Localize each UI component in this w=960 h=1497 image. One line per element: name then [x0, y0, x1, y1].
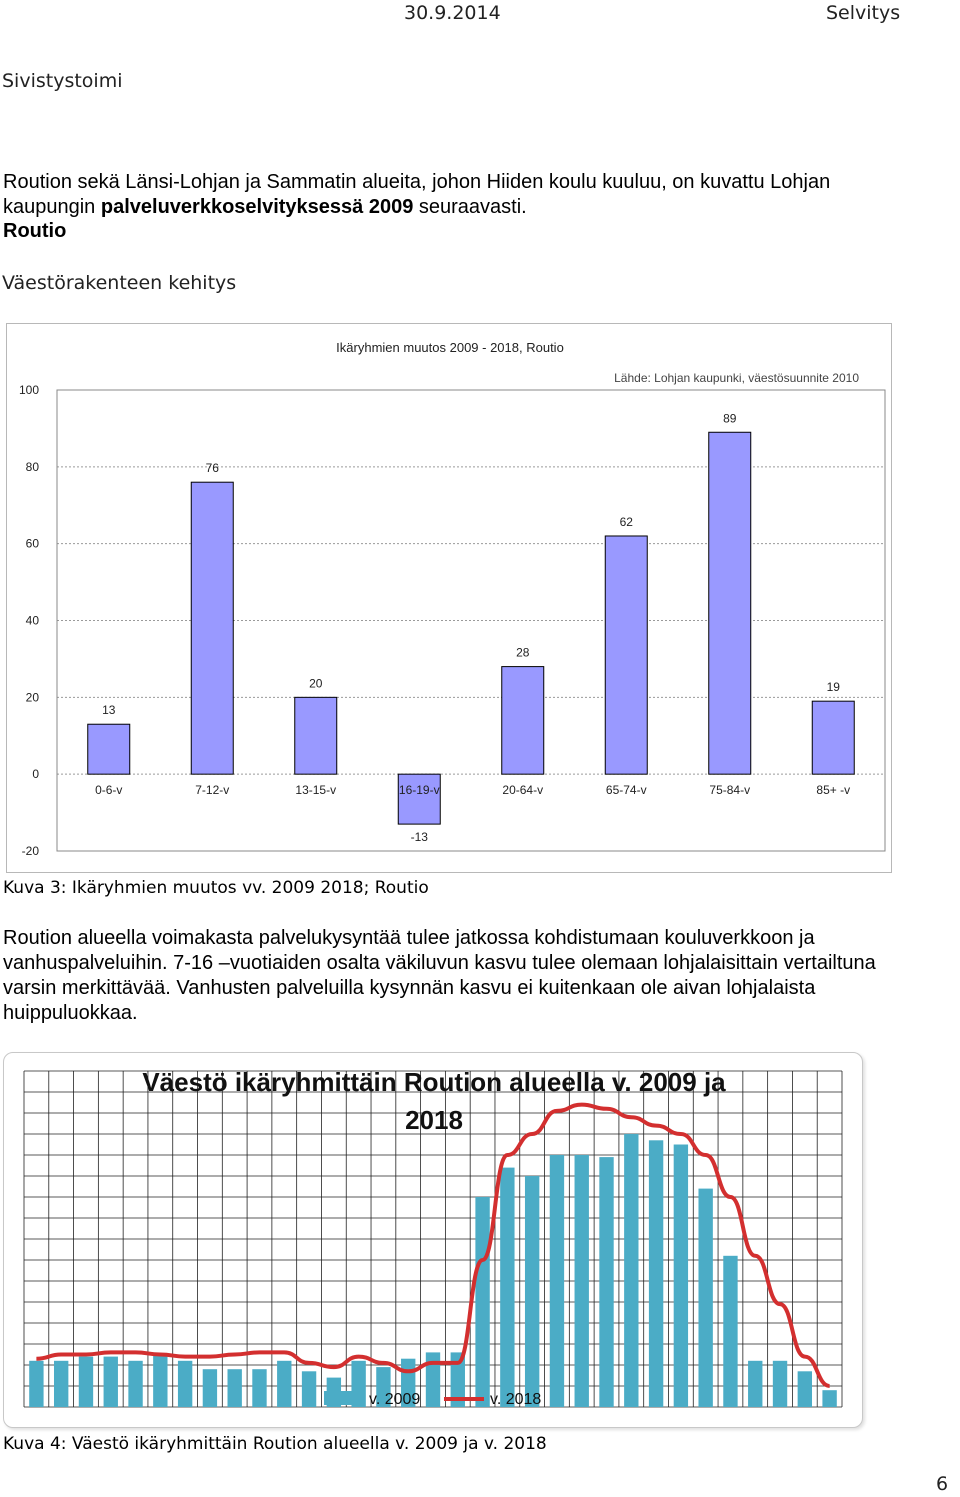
header-date: 30.9.2014	[404, 2, 501, 24]
chart2-bar-2009	[500, 1168, 514, 1407]
paragraph-line-2: vanhuspalveluihin. 7-16 –vuotiaiden osalta väkiluvun kasvu tulee olemaan lohjalaisittain vertailtuna	[3, 952, 876, 974]
chart2-bar-2009	[525, 1176, 539, 1407]
chart2-bar-2009	[748, 1361, 762, 1407]
chart1-value-label: -13	[410, 830, 428, 845]
caption-figure-3: Kuva 3: Ikäryhmien muutos vv. 2009 2018; Routio	[3, 878, 429, 898]
chart1-category-label: 75-84-v	[709, 783, 751, 798]
intro-line-2-bold: palveluverkkoselvityksessä 2009	[100, 196, 414, 218]
chart2-bar-2009	[649, 1140, 663, 1407]
chart2-bar-2009	[203, 1369, 217, 1407]
chart1-ytick-label: 80	[25, 459, 39, 474]
chart1-value-label: 89	[723, 411, 737, 426]
chart2-bar-2009	[475, 1197, 489, 1407]
chart2-bar-2009	[29, 1361, 43, 1407]
chart2-title-line-2: 2018	[405, 1105, 463, 1135]
chart-age-group-change	[6, 323, 892, 873]
chart1-category-label: 7-12-v	[195, 783, 230, 798]
chart1-bar	[502, 667, 544, 775]
chart1-bar	[88, 724, 130, 774]
intro-routio: Routio	[3, 220, 67, 242]
chart-population-by-age-svg	[4, 1053, 862, 1427]
chart2-legend-label-2018: v. 2018	[490, 1391, 542, 1408]
paragraph-line-4: huippuluokkaa.	[3, 1002, 138, 1024]
chart2-bar-2009	[599, 1157, 613, 1407]
chart1-value-label: 62	[619, 514, 633, 529]
chart2-bar-2009	[252, 1369, 266, 1407]
chart2-bar-2009	[550, 1155, 564, 1407]
chart1-bar	[605, 536, 647, 774]
chart1-category-label: 65-74-v	[605, 783, 647, 798]
chart1-bar	[812, 701, 854, 774]
chart-age-group-change-svg	[7, 324, 891, 872]
chart2-bar-2009	[426, 1352, 440, 1407]
chart2-bar-2009	[723, 1256, 737, 1407]
chart2-bar-2009	[277, 1361, 291, 1407]
chart1-value-label: 28	[516, 645, 530, 660]
chart2-bar-2009	[178, 1361, 192, 1407]
section-heading: Väestörakenteen kehitys	[2, 272, 237, 294]
chart2-bar-2009	[302, 1371, 316, 1407]
chart2-bar-2009	[822, 1390, 836, 1407]
chart1-ytick-label: 0	[32, 767, 39, 782]
chart2-title-line-1: Väestö ikäryhmittäin Roution alueella v. 2009 ja	[142, 1067, 726, 1097]
chart1-value-label: 76	[205, 461, 219, 476]
chart2-legend-label-2009: v. 2009	[369, 1391, 421, 1408]
header-doc-type: Selvitys	[826, 2, 901, 24]
chart1-bar	[295, 697, 337, 774]
chart-population-by-age	[3, 1052, 863, 1428]
chart2-bar-2009	[128, 1361, 142, 1407]
page-number: 6	[936, 1473, 949, 1495]
chart2-bar-2009	[79, 1357, 93, 1407]
chart1-category-label: 16-19-v	[398, 783, 440, 798]
chart1-ytick-label: 100	[18, 383, 39, 397]
chart2-legend-swatch-2009	[324, 1391, 362, 1405]
chart2-bar-2009	[153, 1355, 167, 1408]
paragraph-line-1: Roution alueella voimakasta palvelukysyntää tulee jatkossa kohdistumaan kouluverkkoon ja	[3, 927, 815, 949]
chart2-bar-2009	[674, 1145, 688, 1408]
chart1-ytick-label: -20	[21, 844, 39, 858]
chart1-value-label: 19	[826, 680, 840, 695]
chart2-bar-2009	[54, 1361, 68, 1407]
chart1-bar	[709, 432, 751, 774]
intro-line-2-suffix: seuraavasti.	[413, 196, 527, 218]
header-department: Sivistystoimi	[2, 70, 123, 92]
chart1-value-label: 13	[102, 703, 116, 718]
chart1-ytick-label: 40	[25, 613, 39, 628]
chart1-category-label: 0-6-v	[95, 783, 123, 798]
chart1-category-label: 85+ -v	[816, 783, 851, 798]
chart2-bar-2009	[798, 1371, 812, 1407]
chart2-bar-2009	[104, 1357, 118, 1407]
intro-line-1: Roution sekä Länsi-Lohjan ja Sammatin alueita, johon Hiiden koulu kuuluu, on kuvattu Lohjan	[3, 171, 831, 193]
chart1-ytick-label: 20	[25, 690, 39, 705]
chart1-source: Lähde: Lohjan kaupunki, väestösuunnite 2010	[614, 371, 859, 385]
chart2-bar-2009	[698, 1189, 712, 1407]
caption-figure-4: Kuva 4: Väestö ikäryhmittäin Roution alueella v. 2009 ja v. 2018	[3, 1434, 547, 1454]
chart1-title: Ikäryhmien muutos 2009 - 2018, Routio	[336, 340, 564, 355]
chart1-bar	[398, 774, 440, 824]
chart1-category-label: 20-64-v	[502, 783, 544, 798]
intro-line-2	[3, 195, 527, 220]
intro-line-2-prefix: kaupungin	[3, 196, 101, 218]
chart2-bar-2009	[773, 1361, 787, 1407]
chart1-category-label: 13-15-v	[295, 783, 337, 798]
chart2-bar-2009	[624, 1134, 638, 1407]
paragraph-line-3: varsin merkittävää. Vanhusten palveluilla kysynnän kasvu ei kuitenkaan ole aivan lohjalaista	[3, 977, 816, 999]
chart2-bar-2009	[575, 1155, 589, 1407]
chart1-bar	[191, 482, 233, 774]
chart2-bar-2009	[228, 1369, 242, 1407]
chart1-ytick-label: 60	[25, 536, 39, 551]
chart1-value-label: 20	[309, 676, 323, 691]
